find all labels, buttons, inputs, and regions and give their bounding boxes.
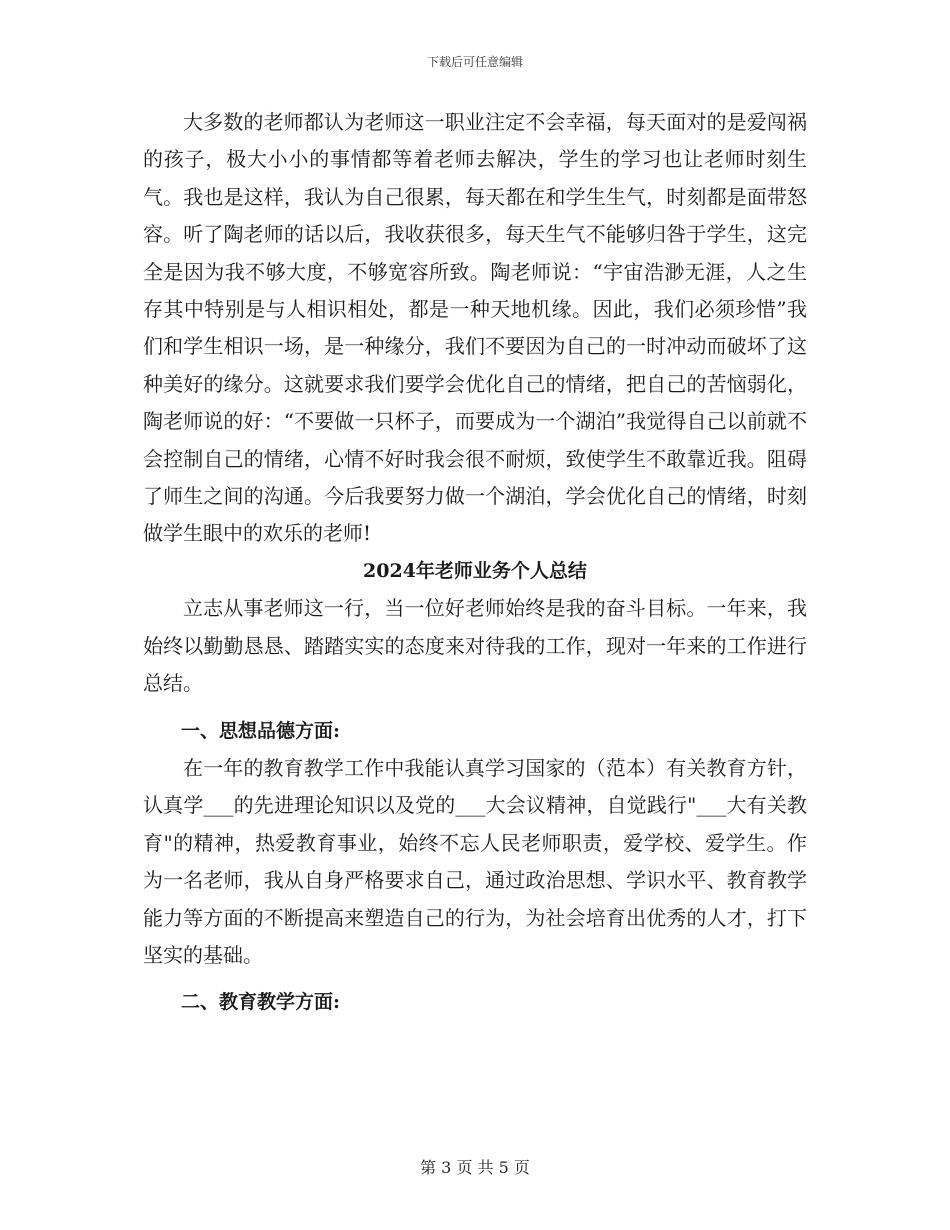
paragraph-intro: 立志从事老师这一行，当一位好老师始终是我的奋斗目标。一年来，我始终以勤勤恳恳、踏踏实实的态度来对待我的工作，现对一年来的工作进行总结。 — [143, 596, 807, 696]
section-heading-ideology: 一、思想品德方面: — [181, 719, 341, 742]
section-heading-teaching: 二、教育教学方面: — [181, 991, 341, 1014]
paragraph-ideology: 在一年的教育教学工作中我能认真学习国家的（范本）有关教育方针，认真学___的先进理论知识以及党的___大会议精神，自觉践行"___大有关教育"的精神，热爱教育事业，始终不忘人民老师职责，爱学校、爱学生。作为一名老师，我从自身严格要求自己，通过政治思想、学识水平、教育教学能力等方面的不断提高来塑造自己的行为，为社会培育出优秀的人才，打下坚实的基础。 — [143, 755, 807, 967]
paragraph-emotions: 大多数的老师都认为老师这一职业注定不会幸福，每天面对的是爱闯祸的孩子，极大小小的事情都等着老师去解决，学生的学习也让老师时刻生气。我也是这样，我认为自己很累，每天都在和学生生气，时刻都是面带怒容。听了陶老师的话以后，我收获很多，每天生气不能够归咎于学生，这完全是因为我不够大度，不够宽容所致。陶老师说：“宇宙浩渺无涯，人之生存其中特别是与人相识相处，都是一种天地机缘。因此，我们必须珍惜”我们和学生相识一场，是一种缘分，我们不要因为自己的一时冲动而破坏了这种美好的缘分。这就要求我们要学会优化自己的情绪，把自己的苦恼弱化，陶老师说的好：“不要做一只杯子，而要成为一个湖泊”我觉得自己以前就不会控制自己的情绪，心情不好时我会很不耐烦，致使学生不敢靠近我。阻碍了师生之间的沟通。今后我要努力做一个湖泊，学会优化自己的情绪，时刻做学生眼中的欢乐的老师! — [143, 110, 807, 546]
document-title: 2024年老师业务个人总结 — [363, 559, 587, 582]
document-body — [143, 104, 807, 1022]
page-number: 第 3 页 共 5 页 — [420, 1158, 530, 1177]
page-header: 下载后可任意编辑 — [426, 55, 523, 69]
